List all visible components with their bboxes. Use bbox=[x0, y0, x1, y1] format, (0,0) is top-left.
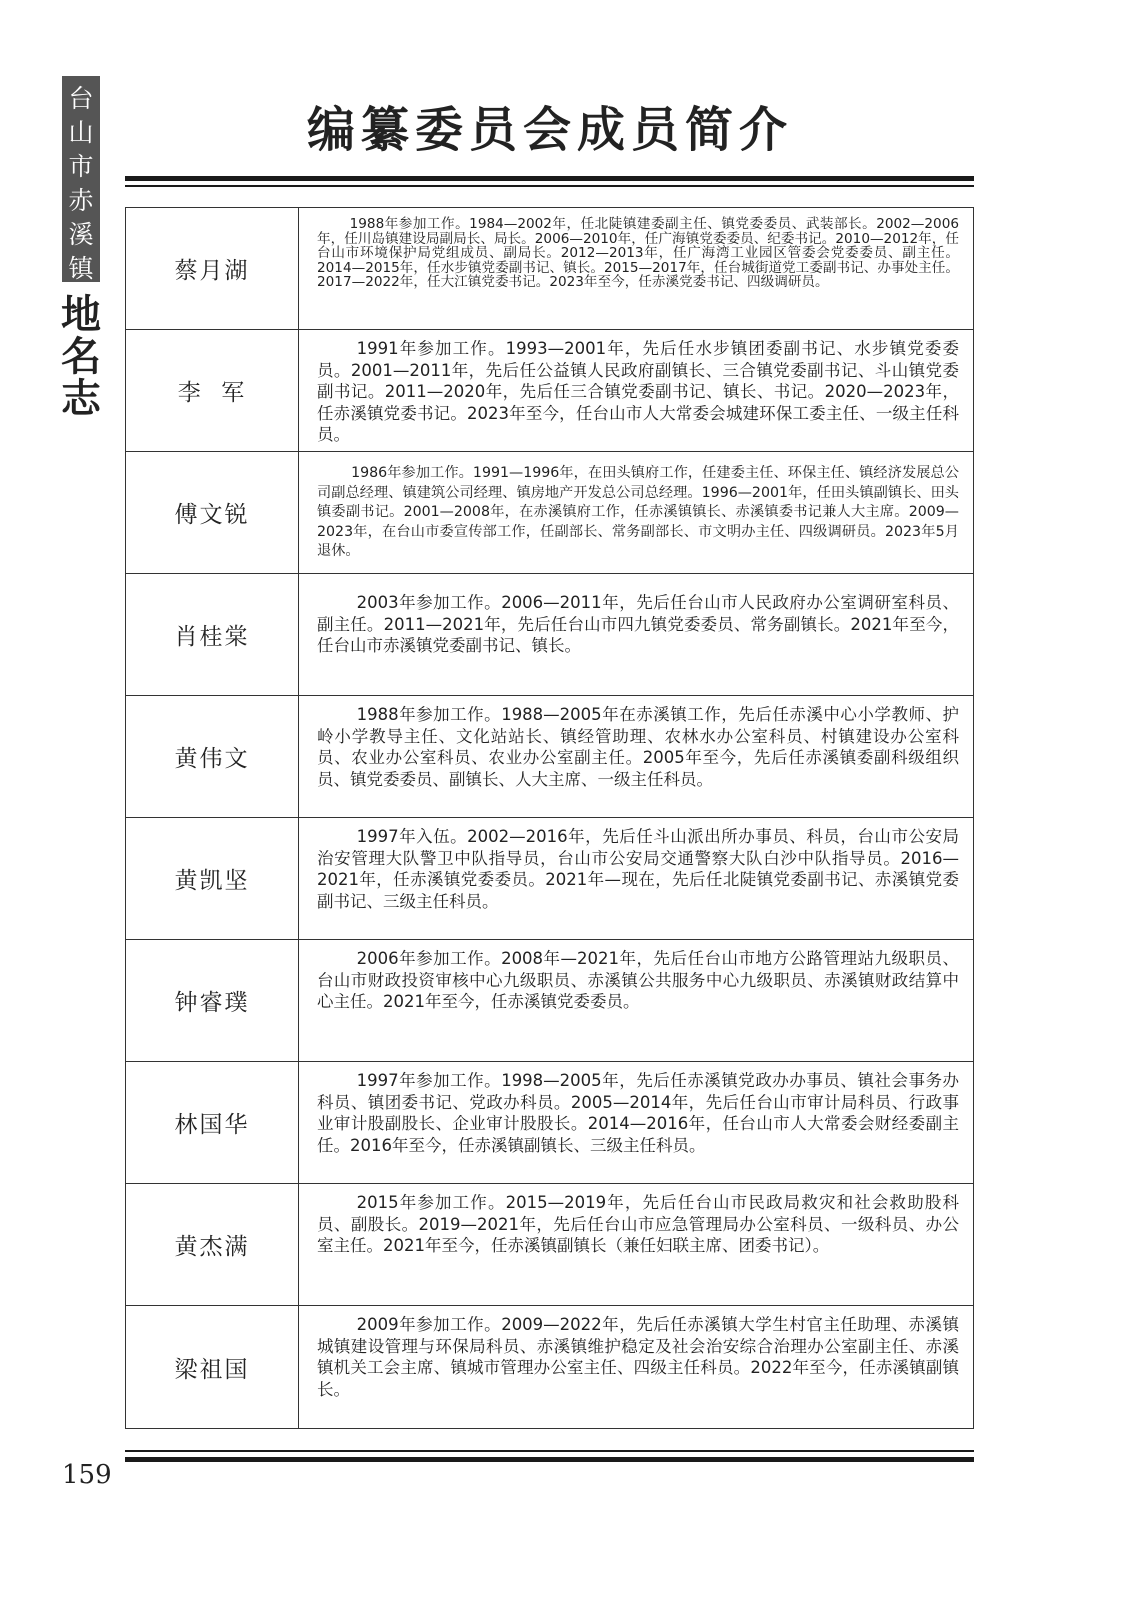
title-rule-thin bbox=[125, 185, 974, 187]
member-row bbox=[126, 330, 973, 452]
member-bio: 2003年参加工作。2006—2011年，先后任台山市人民政府办公室调研室科员、副主任。2011—2021年，先后任台山市四九镇党委委员、常务副镇长。2021年至今，任台山市赤溪镇党委副书记、镇长。 bbox=[317, 593, 959, 655]
member-name: 黄凯坚 bbox=[126, 818, 299, 939]
member-row bbox=[126, 1306, 973, 1428]
member-name: 傅文锐 bbox=[126, 452, 299, 573]
member-name: 肖桂棠 bbox=[126, 574, 299, 695]
member-bio: 1997年参加工作。1998—2005年，先后任赤溪镇党政办办事员、镇社会事务办科员、镇团委书记、党政办科员。2005—2014年，先后任台山市审计局科员、行政事业审计股副股长、企业审计股股长。2014—2016年，任台山市人大常委会财经委副主任。2016年至今，任赤溪镇副镇长、三级主任科员。 bbox=[317, 1071, 959, 1155]
page-number: 159 bbox=[62, 1460, 112, 1490]
member-bio: 1986年参加工作。1991—1996年，在田头镇府工作，任建委主任、环保主任、镇经济发展总公司副总经理、镇建筑公司经理、镇房地产开发总公司总经理。1996—2001年，任田头镇副镇长、田头镇委副书记。2001—2008年，在赤溪镇府工作，任赤溪镇镇长、赤溪镇委书记兼人大主席。2009—2023年，在台山市委宣传部工作，任副部长、常务副部长、市文明办主任、四级调研员。2023年5月退休。 bbox=[317, 465, 959, 559]
member-bio: 1988年参加工作。1988—2005年在赤溪镇工作，先后任赤溪中心小学教师、护岭小学教导主任、文化站站长、镇经管助理、农林水办公室科员、村镇建设办公室科员、农业办公室科员、农业办公室副主任。2005年至今，先后任赤溪镇委副科级组织员、镇党委委员、副镇长、人大主席、一级主任科员。 bbox=[317, 705, 959, 789]
member-table bbox=[125, 207, 974, 1429]
member-bio: 2006年参加工作。2008年—2021年，先后任台山市地方公路管理站九级职员、台山市财政投资审核中心九级职员、赤溪镇公共服务中心九级职员、赤溪镇财政结算中心主任。2021年至今，任赤溪镇党委委员。 bbox=[317, 949, 959, 1011]
member-row bbox=[126, 940, 973, 1062]
member-name: 林国华 bbox=[126, 1062, 299, 1183]
member-row bbox=[126, 208, 973, 330]
page-title: 编纂委员会成员简介 bbox=[306, 102, 793, 158]
member-name: 蔡月湖 bbox=[126, 208, 299, 329]
member-row bbox=[126, 452, 973, 574]
side-book-title bbox=[58, 294, 104, 420]
footer-rule-thick bbox=[125, 1457, 974, 1462]
member-name: 钟睿璞 bbox=[126, 940, 299, 1061]
member-bio: 1988年参加工作。1984—2002年，任北陡镇建委副主任、镇党委委员、武装部长。2002—2006年，任川岛镇建设局副局长、局长。2006—2010年，任广海镇党委委员、纪委书记。2010—2012年，任台山市环境保护局党组成员、副局长。2012—2013年，任广海湾工业园区管委会党委委员、副主任。2014—2015年，任水步镇党委副书记、镇长。2015—2017年，任台城街道党工委副书记、办事处主任。2017—2022年，任大江镇党委书记。2023年至今，任赤溪党委书记、四级调研员。 bbox=[317, 216, 959, 291]
side-tab-char: 台 bbox=[68, 84, 94, 113]
member-row bbox=[126, 696, 973, 818]
side-title-char: 地 bbox=[61, 292, 101, 338]
member-row bbox=[126, 1184, 973, 1306]
side-tab-char: 溪 bbox=[68, 220, 94, 249]
member-bio: 2009年参加工作。2009—2022年，先后任赤溪镇大学生村官主任助理、赤溪镇城镇建设管理与环保局科员、赤溪镇维护稳定及社会治安综合治理办公室副主任、赤溪镇机关工会主席、镇城市管理办公室主任、四级主任科员。2022年至今，任赤溪镇副镇长。 bbox=[317, 1315, 959, 1399]
member-row bbox=[126, 818, 973, 940]
title-rule-thick bbox=[125, 176, 974, 181]
member-row bbox=[126, 574, 973, 696]
member-row bbox=[126, 1062, 973, 1184]
side-tab-char: 赤 bbox=[68, 186, 94, 215]
side-tab-char: 镇 bbox=[68, 254, 94, 283]
member-name: 黄伟文 bbox=[126, 696, 299, 817]
member-bio: 1997年入伍。2002—2016年，先后任斗山派出所办事员、科员，台山市公安局治安管理大队警卫中队指导员，台山市公安局交通警察大队白沙中队指导员。2016—2021年，任赤溪镇党委委员。2021年—现在，先后任北陡镇党委副书记、赤溪镇党委副书记、三级主任科员。 bbox=[317, 827, 959, 911]
side-title-char: 名 bbox=[61, 334, 101, 380]
member-bio: 1991年参加工作。1993—2001年，先后任水步镇团委副书记、水步镇党委委员。2001—2011年，先后任公益镇人民政府副镇长、三合镇党委副书记、斗山镇党委副书记。2011—2020年，先后任三合镇党委副书记、镇长、书记。2020—2023年，任赤溪镇党委书记。2023年至今，任台山市人大常委会城建环保工委主任、一级主任科员。 bbox=[317, 339, 959, 444]
member-bio: 2015年参加工作。2015—2019年，先后任台山市民政局救灾和社会救助股科员、副股长。2019—2021年，先后任台山市应急管理局办公室科员、一级科员、办公室主任。2021年至今，任赤溪镇副镇长（兼任妇联主席、团委书记）。 bbox=[317, 1193, 959, 1255]
member-name: 李 军 bbox=[126, 330, 299, 451]
member-name: 黄杰满 bbox=[126, 1184, 299, 1305]
side-tab-region-label bbox=[62, 76, 100, 282]
footer-rule-thin bbox=[125, 1450, 974, 1452]
member-name: 梁祖国 bbox=[126, 1306, 299, 1428]
side-tab-char: 山 bbox=[68, 118, 94, 147]
side-tab-char: 市 bbox=[68, 152, 94, 181]
side-title-char: 志 bbox=[61, 376, 101, 422]
